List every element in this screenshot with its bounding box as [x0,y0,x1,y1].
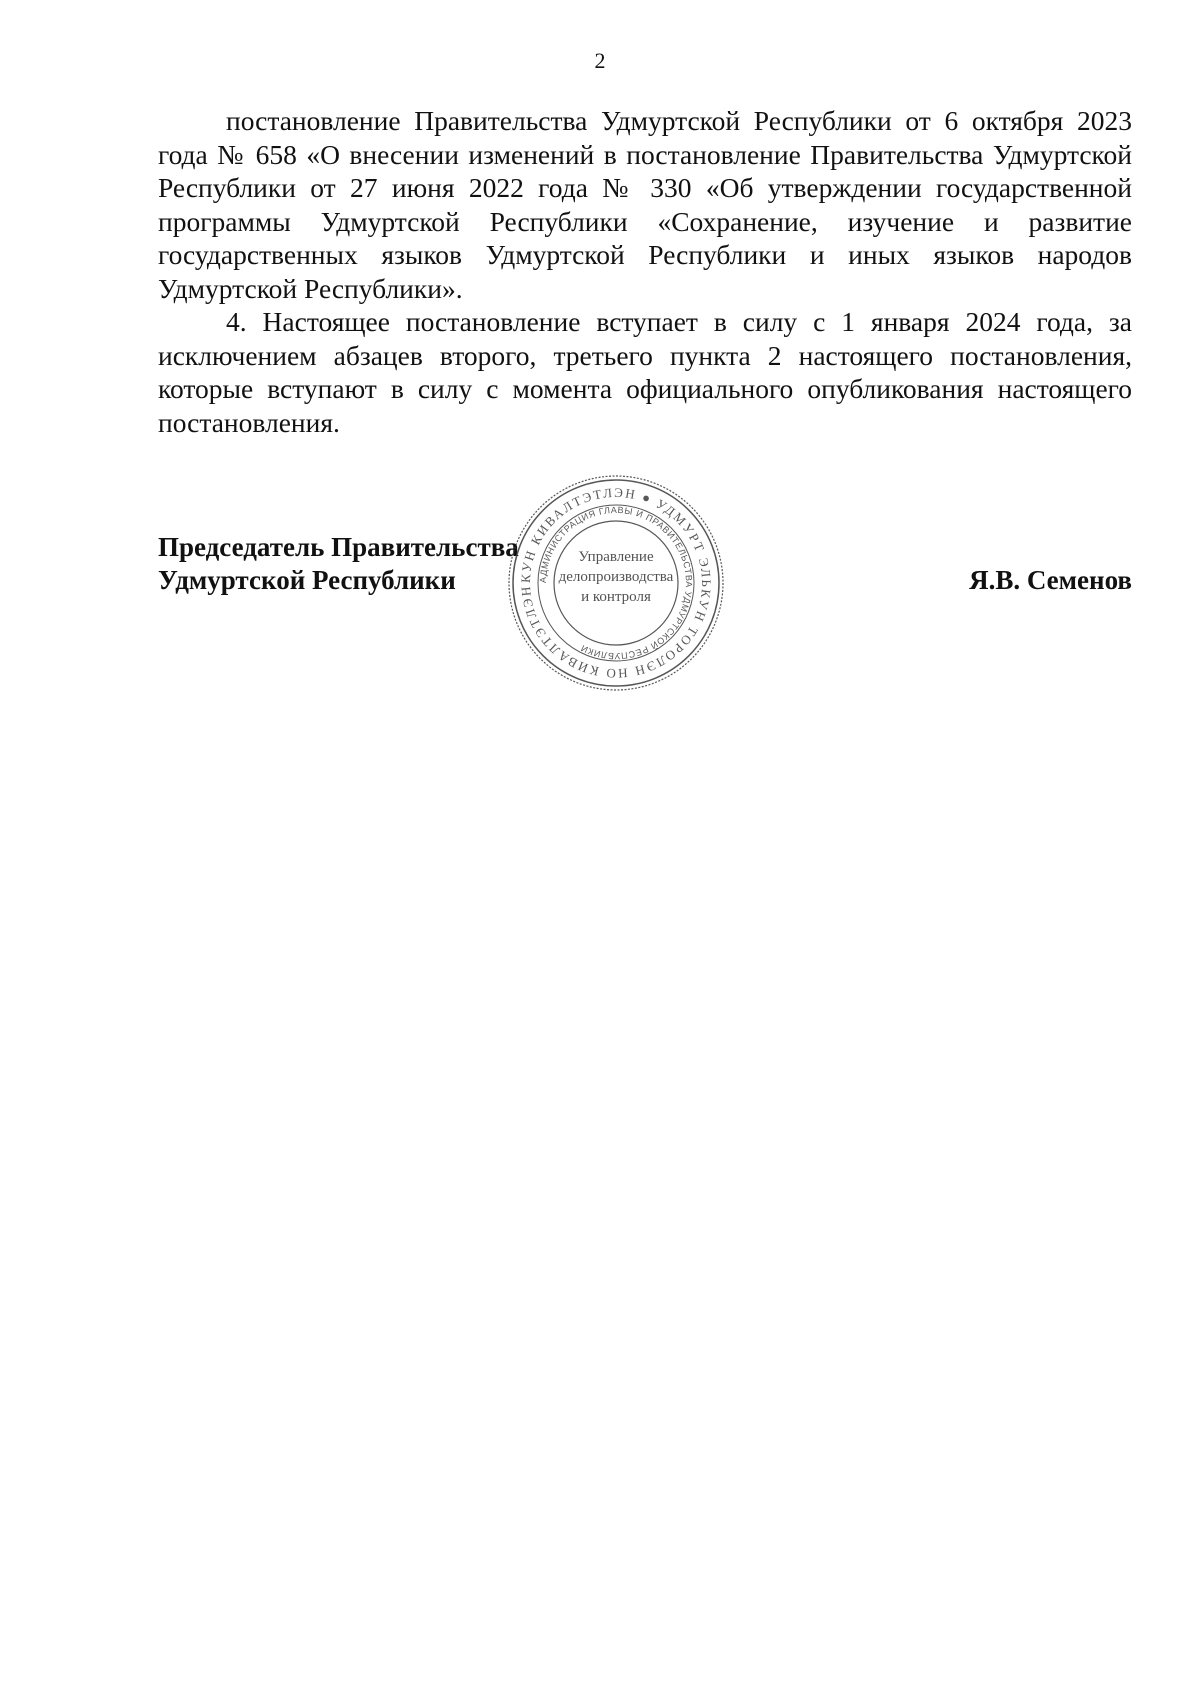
document-body [158,104,1132,439]
paragraph-continuation: постановление Правительства Удмуртской Республики от 6 октября 2023 года № 658 «О внесении изменений в постановление Правительства Удмуртской Республики от 27 июня 2022 года № 330 «Об утверждении государственной программы Удмуртской Республики «Сохранение, изучение и развитие государственных языков Удмуртской Республики и иных языков народов Удмуртской Республики». [158,105,1132,304]
seal-center-line-2: делопроизводства [558,569,674,585]
page-number: 2 [594,48,606,73]
paragraph-item-4: 4. Настоящее постановление вступает в силу с 1 января 2024 года, за исключением абзацев второго, третьего пункта 2 настоящего постановления, которые вступают в силу с момента официального опубликования настоящего постановления. [158,306,1132,438]
official-seal [505,472,727,694]
seal-ring-text: КУН КИВАЛТЭТЛЭН ● УДМУРТ ЭЛЬКУН ТОРОЛЭН НО КИВАЛТЭТЛЭН [517,484,715,682]
seal-inner-ring-text: АДМИНИСТРАЦИЯ ГЛАВЫ И ПРАВИТЕЛЬСТВА УДМУРТСКОЙ РЕСПУБЛИКИ [537,504,695,662]
seal-center-line-3: и контроля [581,589,651,605]
seal-center-line-1: Управление [578,549,654,565]
signatory-position-line-2: Удмуртской Республики [158,565,456,595]
signatory-position-line-1: Председатель Правительства [158,532,519,562]
seal-center-text [550,547,682,607]
signatory-position [158,531,519,597]
signatory-name: Я.В. Семенов [969,565,1132,595]
